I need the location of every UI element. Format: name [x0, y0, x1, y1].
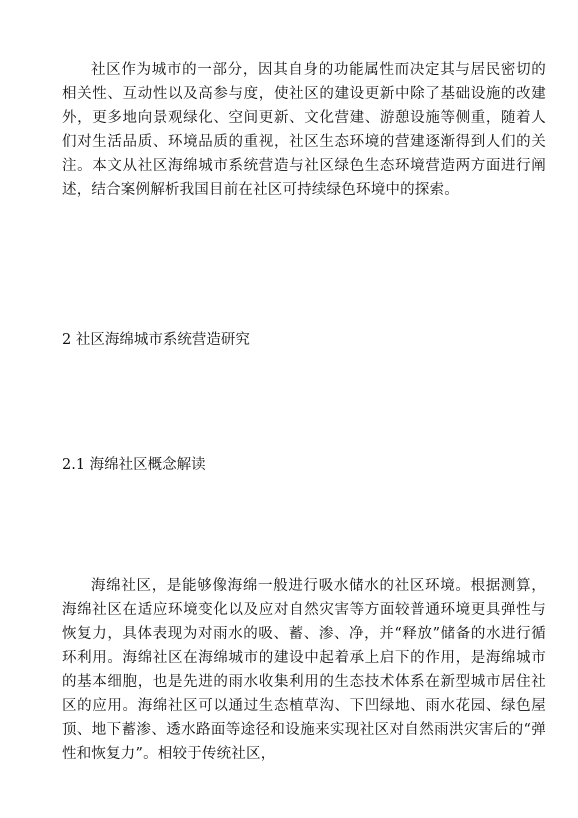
intro-paragraph: 社区作为城市的一部分，因其自身的功能属性而决定其与居民密切的相关性、互动性以及高参与度，使社区的建设更新中除了基础设施的改建外，更多地向景观绿化、空间更新、文化营建、游憩设施等侧重，随着人们对生活品质、环境品质的重视，社区生态环境的营建逐渐得到人们的关注。本文从社区海绵城市系统营造与社区绿色生态环境营造两方面进行阐述，结合案例解析我国目前在社区可持续绿色环境中的探索。: [62, 62, 546, 198]
body-paragraph: 海绵社区，是能够像海绵一般进行吸水储水的社区环境。根据测算，海绵社区在适应环境变化以及应对自然灾害等方面较普通环境更具弹性与恢复力，具体表现为对雨水的吸、蓄、渗、净，并“释放”储备的水进行循环利用。海绵社区在海绵城市的建设中起着承上启下的作用，是海绵城市的基本细胞，也是先进的雨水收集利用的生态技术体系在新型城市居住社区的应用。海绵社区可以通过生态植草沟、下凹绿地、雨水花园、绿色屋顶、地下蓄渗、透水路面等途径和设施来实现社区对自然雨洪灾害后的“弹性和恢复力”。相较于传统社区，: [62, 578, 546, 762]
section-heading: 2 社区海绵城市系统营造研究: [62, 332, 250, 348]
subsection-heading: 2.1 海绵社区概念解读: [62, 457, 206, 473]
